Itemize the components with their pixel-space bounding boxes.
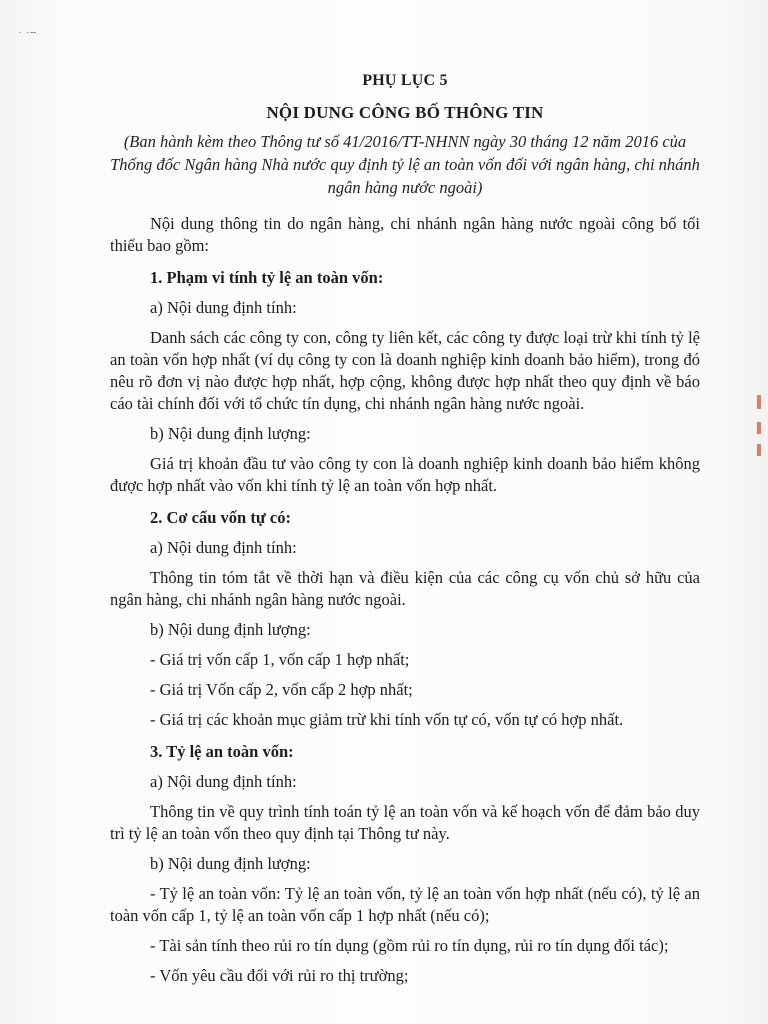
- document-body: [110, 60, 700, 987]
- section-3-list-item: - Vốn yêu cầu đối với rủi ro thị trường;: [150, 966, 409, 985]
- scan-artifact-mark: · ·╌: [18, 28, 38, 39]
- section-2-quantitative-label: b) Nội dung định lượng:: [150, 620, 311, 639]
- section-3-list-item: - Tài sản tính theo rủi ro tín dụng (gồm rủi ro tín dụng, rủi ro tín dụng đối tác);: [150, 936, 669, 955]
- section-2-list-item: - Giá trị vốn cấp 1, vốn cấp 1 hợp nhất;: [150, 650, 410, 669]
- section-2-list-item: - Giá trị Vốn cấp 2, vốn cấp 2 hợp nhất;: [150, 680, 413, 699]
- section-1-quantitative-label: b) Nội dung định lượng:: [150, 424, 311, 443]
- document-subtitle: (Ban hành kèm theo Thông tư số 41/2016/TT-NHNN ngày 30 tháng 12 năm 2016 của Thống đốc Ngân hàng Nhà nước quy định tỷ lệ an toàn vốn đối với ngân hàng, chi nhánh ngân hàng nước ngoài): [110, 132, 700, 197]
- section-2-qualitative-text: Thông tin tóm tắt về thời hạn và điều kiện của các công cụ vốn chủ sở hữu của ngân hàng, chi nhánh ngân hàng nước ngoài.: [110, 568, 700, 609]
- section-3-qualitative-label: a) Nội dung định tính:: [150, 772, 297, 791]
- section-1-quantitative-text: Giá trị khoản đầu tư vào công ty con là doanh nghiệp kinh doanh bảo hiểm không được hợp nhất vào vốn khi tính tỷ lệ an toàn vốn hợp nhất.: [110, 454, 700, 495]
- intro-paragraph: Nội dung thông tin do ngân hàng, chi nhánh ngân hàng nước ngoài công bố tối thiểu bao gồm:: [110, 214, 700, 255]
- red-edge-mark: [757, 444, 761, 456]
- section-3-qualitative-text: Thông tin về quy trình tính toán tỷ lệ an toàn vốn và kế hoạch vốn để đảm bảo duy trì tỷ lệ an toàn vốn theo quy định tại Thông tư này.: [110, 802, 700, 843]
- document-title: NỘI DUNG CÔNG BỐ THÔNG TIN: [266, 103, 544, 122]
- section-2-qualitative-label: a) Nội dung định tính:: [150, 538, 297, 557]
- section-3-list-item: - Tỷ lệ an toàn vốn: Tỷ lệ an toàn vốn, tỷ lệ an toàn vốn hợp nhất (nếu có), tỷ lệ an toàn vốn cấp 1, tỷ lệ an toàn vốn cấp 1 hợp nhất (nếu có);: [110, 884, 700, 925]
- section-3-heading: 3. Tỷ lệ an toàn vốn:: [150, 742, 294, 761]
- section-1-qualitative-label: a) Nội dung định tính:: [150, 298, 297, 317]
- appendix-label: PHỤ LỤC 5: [362, 72, 448, 89]
- section-2-heading: 2. Cơ cấu vốn tự có:: [150, 508, 291, 527]
- red-edge-mark: [757, 422, 761, 434]
- red-edge-mark: [757, 395, 761, 409]
- section-1-heading: 1. Phạm vi tính tỷ lệ an toàn vốn:: [150, 268, 384, 287]
- section-3-quantitative-label: b) Nội dung định lượng:: [150, 854, 311, 873]
- section-1-qualitative-text: Danh sách các công ty con, công ty liên kết, các công ty được loại trừ khi tính tỷ lệ an toàn vốn hợp nhất (ví dụ công ty con là doanh nghiệp kinh doanh bảo hiểm), trong đó nêu rõ đơn vị nào được hợp nhất, hợp cộng, không được hợp nhất theo quy định về báo cáo tài chính đối với tổ chức tín dụng, chi nhánh ngân hàng nước ngoài.: [110, 328, 700, 413]
- section-2-list-item: - Giá trị các khoản mục giảm trừ khi tính vốn tự có, vốn tự có hợp nhất.: [150, 710, 624, 729]
